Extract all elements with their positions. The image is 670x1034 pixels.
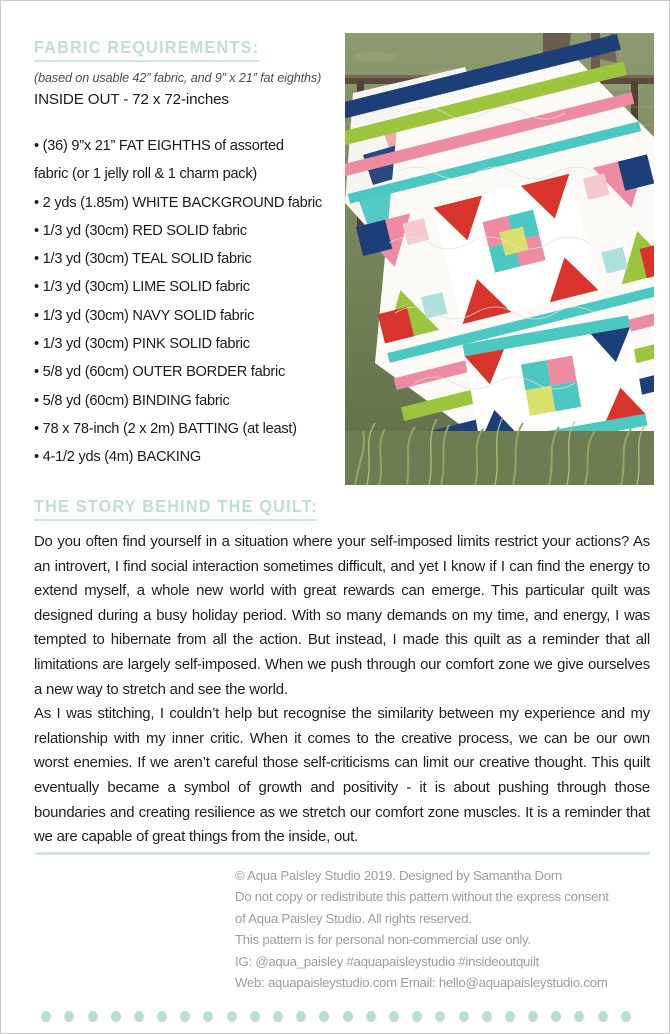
list-item: • 1/3 yd (30cm) PINK SOLID fabric xyxy=(34,336,250,353)
list-item: • 1/3 yd (30cm) LIME SOLID fabric xyxy=(34,279,250,296)
decorative-dot xyxy=(459,1011,469,1022)
decorative-dot xyxy=(551,1011,561,1022)
story-body xyxy=(34,530,650,850)
decorative-dot xyxy=(296,1011,306,1022)
materials-list xyxy=(34,132,342,472)
decorative-dot xyxy=(203,1011,213,1022)
fabric-requirements-subnote: (based on usable 42” fabric, and 9” x 21” fat eighths) xyxy=(34,71,322,85)
decorative-dot xyxy=(319,1011,329,1022)
list-item: • 2 yds (1.85m) WHITE BACKGROUND fabric xyxy=(34,194,323,211)
footer-line-copyright: © Aqua Paisley Studio 2019. Designed by Samantha Dorn xyxy=(235,868,563,883)
list-item: • 78 x 78-inch (2 x 2m) BATTING (at least) xyxy=(34,420,297,437)
list-item: • (36) 9”x 21” FAT EIGHTHS of assorted fabric (or 1 jelly roll & 1 charm pack) xyxy=(34,138,284,183)
story-paragraph-2: As I was stitching, I couldn’t help but recognise the similarity between my experience and my relationship with my inner critic. When it comes to the creative process, we can be our own worst enemies. If we aren’t careful those self-criticisms can limit our creative thought. This quilt eventually became a symbol of growth and positivity - it is about pushing through those boundaries and creating resilience as we stretch our comfort zone muscles. It is a reminder that we are capable of great things from the inside, out. xyxy=(34,706,650,846)
decorative-dot xyxy=(598,1011,608,1022)
decorative-dot xyxy=(41,1011,51,1022)
quilt-photo xyxy=(345,33,654,485)
decorative-dot xyxy=(227,1011,237,1022)
decorative-dot xyxy=(435,1011,445,1022)
footer-line-usage: This pattern is for personal non-commercial use only. xyxy=(235,932,531,948)
footer-copyright xyxy=(235,865,655,993)
decorative-dot xyxy=(574,1011,584,1022)
fabric-requirements-heading: FABRIC REQUIREMENTS: xyxy=(34,37,259,62)
decorative-dot xyxy=(621,1011,631,1022)
list-item: • 1/3 yd (30cm) NAVY SOLID fabric xyxy=(34,307,255,324)
decorative-dot xyxy=(505,1011,515,1022)
list-item: • 5/8 yd (60cm) OUTER BORDER fabric xyxy=(34,364,285,381)
decorative-dot xyxy=(134,1011,144,1022)
footer-line-terms-1: Do not copy or redistribute this pattern without the express consent xyxy=(235,889,609,905)
story-paragraph-1: Do you often find yourself in a situation where your self-imposed limits restrict your actions? As an introvert, I find social interaction sometimes difficult, and yet I know if I can find the energy to extend myself, a whole new world with great rewards can emerge. This particular quilt was designed during a busy holiday period. With so many demands on my time, and energy, I was tempted to hibernate from all the action. But instead, I made this quilt as a reminder that all limitations are largely self-imposed. When we push through our comfort zone we give ourselves a new way to stretch and see the world. xyxy=(34,534,650,698)
decorative-dot xyxy=(412,1011,422,1022)
decorative-dot xyxy=(343,1011,353,1022)
decorative-dot-row xyxy=(1,1005,670,1027)
fabric-requirements-section xyxy=(34,37,346,108)
list-item: • 4-1/2 yds (4m) BACKING xyxy=(34,449,201,466)
decorative-dot xyxy=(88,1011,98,1022)
quilt-size-line: INSIDE OUT - 72 x 72-inches xyxy=(34,90,229,108)
decorative-dot xyxy=(250,1011,260,1022)
decorative-dot xyxy=(273,1011,283,1022)
decorative-dot xyxy=(366,1011,376,1022)
list-item: • 5/8 yd (60cm) BINDING fabric xyxy=(34,392,230,409)
decorative-dot xyxy=(180,1011,190,1022)
decorative-dot xyxy=(482,1011,492,1022)
footer-line-terms-2: of Aqua Paisley Studio. All rights reserved. xyxy=(235,910,472,926)
story-section xyxy=(34,496,650,850)
footer-line-instagram: IG: @aqua_paisley #aquapaisleystudio #insideoutquilt xyxy=(235,953,539,969)
decorative-dot xyxy=(64,1011,74,1022)
footer-divider xyxy=(35,852,650,855)
decorative-dot xyxy=(157,1011,167,1022)
list-item: • 1/3 yd (30cm) TEAL SOLID fabric xyxy=(34,251,252,268)
footer-line-web-email: Web: aquapaisleystudio.com Email: hello@aquapaisleystudio.com xyxy=(235,975,608,991)
list-item: • 1/3 yd (30cm) RED SOLID fabric xyxy=(34,222,247,239)
story-heading: THE STORY BEHIND THE QUILT: xyxy=(34,496,318,521)
quilt-photo-illustration xyxy=(345,33,654,485)
decorative-dot xyxy=(528,1011,538,1022)
decorative-dot xyxy=(111,1011,121,1022)
decorative-dot xyxy=(389,1011,399,1022)
